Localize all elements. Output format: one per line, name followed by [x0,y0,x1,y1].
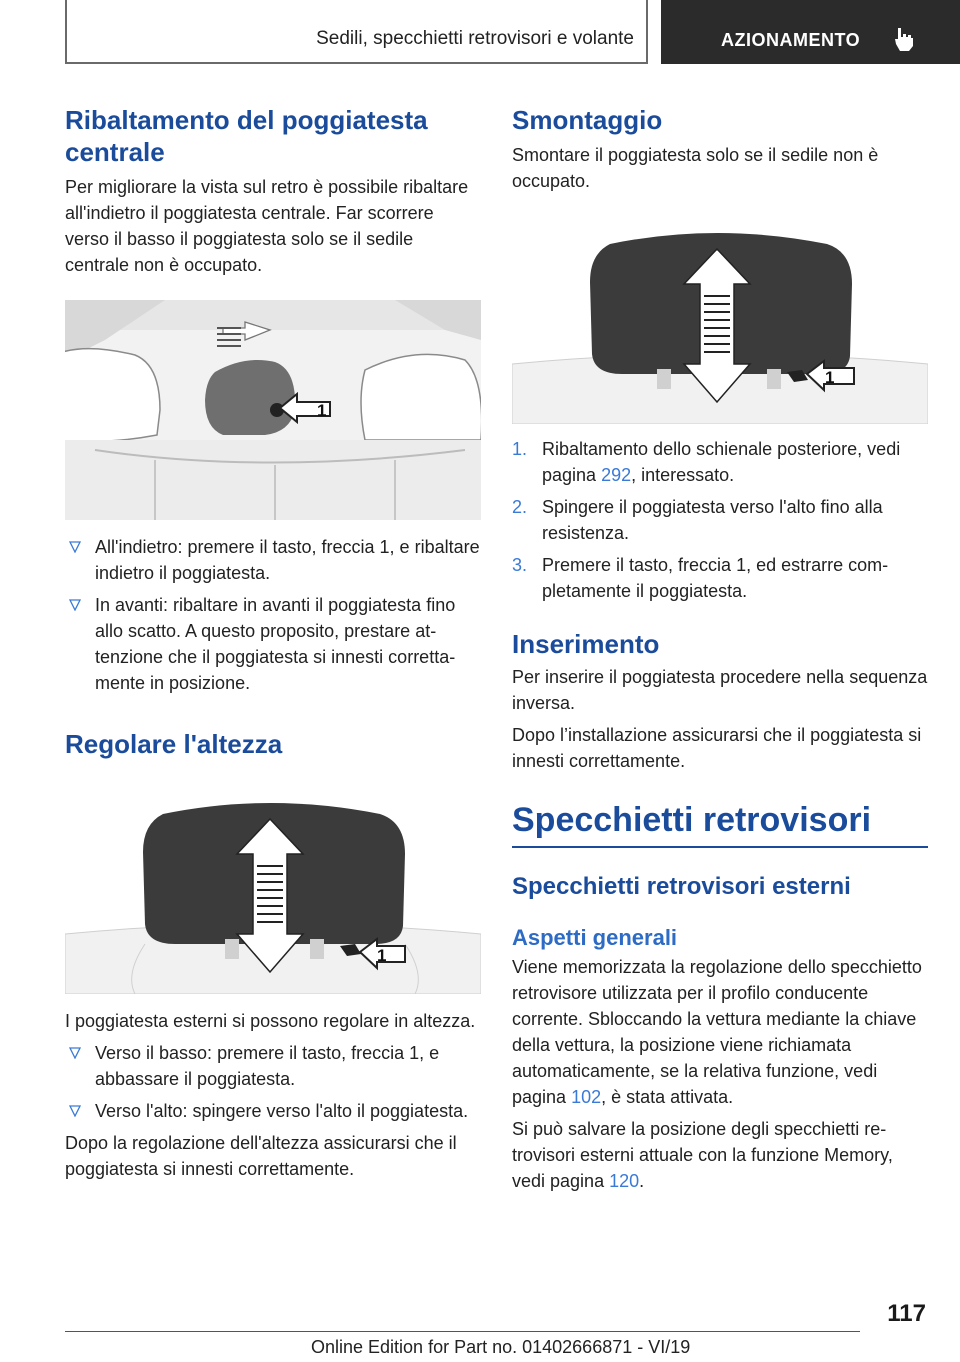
step-number: 1. [512,439,528,459]
bullet-text: In avanti: ribaltare in avanti il poggiatesta fino allo scatto. A questo proposito, prestare attenzione che il poggiatesta si innesti correttamente in posizione. [95,595,456,693]
header-chapter-tab [661,0,960,64]
figure-headrest-removal [512,224,928,424]
heading-exterior-mirrors: Specchietti retrovisori esterni [512,873,851,900]
list-item [65,1040,481,1092]
step-text: Premere il tasto, freccia 1, ed estrarre completamente il poggiatesta. [542,555,889,601]
list-item [65,534,481,586]
para-general: Viene memorizzata la regolazione dello specchietto retrovisore utilizzata per il profilo conducente corrente. Sbloccando la vettura mediante la chiave della vettura, la posizione viene richiamata automaticamente, se la relativa funzione, vedi pagina 102, è stata attivata. [512,957,922,1107]
step-text: , interessato. [631,465,735,485]
heading-central-headrest: Ribaltamento del poggiatesta centrale [65,105,428,167]
figure3-callout-label: 1 [825,368,835,387]
pointing-hand-icon [893,26,915,52]
heading-general: Aspetti generali [512,925,678,950]
triangle-bullet-icon [69,541,81,553]
triangle-bullet-icon [69,1047,81,1059]
figure-headrest-height [65,794,481,994]
para-height-adjust: I poggiatesta esterni si possono regolare in altezza. [65,1011,476,1031]
list-item [65,1098,481,1124]
list-item [65,592,481,696]
page-number: 117 [887,1300,926,1327]
bullet-text: Verso l'alto: spingere verso l'alto il poggiatesta. [95,1101,469,1121]
header-section-title: Sedili, specchietti retrovisori e volante [316,28,634,49]
list-item [512,494,928,546]
heading-insertion: Inserimento [512,629,660,659]
para-removal: Smontare il poggiatesta solo se il sedile non è occupato. [512,145,879,191]
header-section-box [65,0,648,64]
page-link-292[interactable]: 292 [601,465,632,485]
triangle-bullet-icon [69,1105,81,1117]
header-chapter-label: AZIONAMENTO [721,30,861,50]
para-insertion-1: Per inserire il poggiatesta procedere nella sequenza inversa. [512,667,928,713]
bullet-text: Verso il basso: premere il tasto, freccia 1, e abbassare il poggiatesta. [95,1043,440,1089]
list-item [512,552,928,604]
footer-edition: Online Edition for Part no. 01402666871 - VI/19 [311,1337,691,1357]
step-text: Ribaltamento dello schienale posteriore, vedi pagina [542,439,901,485]
list-item [512,436,928,488]
page-link-120[interactable]: 120 [609,1171,640,1191]
page-link-102[interactable]: 102 [571,1087,602,1107]
figure2-callout-label: 1 [377,946,387,965]
para-memory: Si può salvare la posizione degli specchietti retrovisori esterni attuale con la funzione Memory, vedi pagina 120. [512,1119,893,1191]
step-number: 2. [512,497,528,517]
para-central-headrest: Per migliorare la vista sul retro è possibile ribaltare all'indietro il poggiatesta centrale. Far scorrere verso il basso il poggiatesta solo se il sedile centrale non è occupato. [65,177,469,275]
para-insertion-2: Dopo l’installazione assicurarsi che il poggiatesta si innesti correttamente. [512,725,922,771]
footer-rule [65,1331,860,1332]
heading-removal: Smontaggio [512,105,663,135]
figure1-callout-label: 1 [317,401,327,420]
bullet-text: All'indietro: premere il tasto, freccia 1, e ribaltare indietro il poggiatesta. [95,537,480,583]
triangle-bullet-icon [69,599,81,611]
heading-rear-mirrors: Specchietti retrovisori [512,801,872,839]
step-text: Spingere il poggiatesta verso l'alto fino alla resistenza. [542,497,883,543]
heading-underline [512,846,928,848]
figure-rear-headrest-fold [65,300,481,520]
heading-adjust-height: Regolare l'altezza [65,729,283,759]
para-after-adjust: Dopo la regolazione dell'altezza assicurarsi che il poggiatesta si innesti correttamente. [65,1133,457,1179]
left-column [65,104,481,1182]
right-column [512,104,928,1194]
step-number: 3. [512,555,528,575]
page-header [65,0,960,64]
